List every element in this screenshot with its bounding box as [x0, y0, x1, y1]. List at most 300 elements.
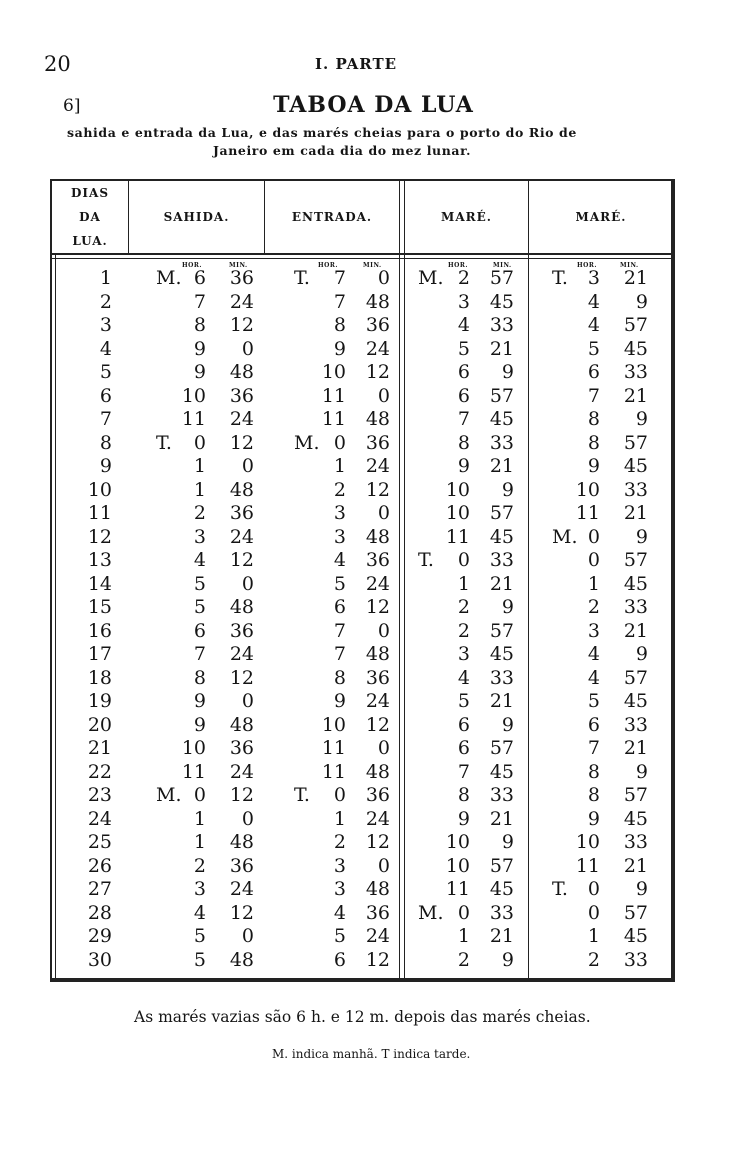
cell-m1-h: 7: [457, 408, 470, 430]
cell-e-p: T.: [294, 267, 310, 289]
cell-s-m: 24: [229, 760, 254, 783]
cell-m2-m: 33: [623, 478, 648, 501]
page-number: 20: [44, 52, 71, 76]
cell-e-h: 11: [321, 760, 346, 783]
cell-day: 18: [87, 666, 112, 689]
table-row: [0, 338, 747, 362]
cell-s-m: 48: [229, 596, 254, 618]
cell-m1-h: 6: [457, 713, 470, 736]
cell-m2-h: 2: [587, 596, 600, 618]
cell-s-m: 12: [229, 784, 254, 806]
cell-s-m: 36: [229, 502, 254, 524]
cell-day: 24: [87, 807, 112, 830]
cell-s-h: 1: [193, 807, 206, 830]
cell-m2-m: 9: [635, 643, 648, 665]
cell-m1-h: 5: [457, 337, 470, 360]
cell-m1-m: 9: [501, 596, 514, 618]
cell-m2-h: 10: [575, 831, 600, 853]
cell-day: 21: [87, 737, 112, 759]
cell-m2-h: 1: [587, 572, 600, 595]
header-sahida: SAHIDA.: [163, 210, 230, 224]
cell-e-h: 11: [321, 384, 346, 407]
cell-e-h: 11: [321, 408, 346, 430]
cell-s-h: 3: [193, 525, 206, 548]
cell-s-m: 36: [229, 737, 254, 759]
cell-e-h: 6: [333, 596, 346, 618]
table-row: [0, 761, 747, 785]
cell-m1-m: 21: [489, 807, 514, 830]
unit-hor: HOR.: [577, 262, 597, 269]
cell-day: 5: [99, 361, 112, 383]
cell-e-m: 12: [365, 713, 390, 736]
cell-m2-p: M.: [552, 525, 578, 548]
cell-e-m: 24: [365, 925, 390, 947]
cell-day: 14: [87, 572, 112, 595]
cell-s-h: 2: [193, 854, 206, 877]
cell-s-h: 2: [193, 502, 206, 524]
cell-s-h: 5: [193, 572, 206, 595]
cell-s-m: 12: [229, 666, 254, 689]
header-dias: DIAS: [71, 186, 109, 200]
table-row: [0, 291, 747, 315]
cell-m1-m: 57: [489, 854, 514, 877]
cell-m1-h: 4: [457, 314, 470, 336]
cell-s-h: 9: [193, 337, 206, 360]
cell-day: 29: [87, 925, 112, 947]
cell-m2-h: 9: [587, 807, 600, 830]
cell-m2-m: 9: [635, 525, 648, 548]
table-row: [0, 737, 747, 761]
cell-day: 7: [99, 408, 112, 430]
unit-min: MIN.: [229, 262, 248, 269]
table-row: [0, 361, 747, 385]
cell-m1-m: 45: [489, 878, 514, 900]
cell-m1-m: 45: [489, 525, 514, 548]
cell-e-h: 2: [333, 831, 346, 853]
cell-s-h: 6: [193, 267, 206, 289]
header-lua: LUA.: [72, 234, 108, 248]
cell-s-p: M.: [156, 784, 182, 806]
cell-e-m: 36: [365, 431, 390, 454]
cell-day: 23: [87, 784, 112, 806]
cell-m2-h: 5: [587, 690, 600, 712]
table-row: [0, 808, 747, 832]
cell-e-m: 12: [365, 361, 390, 383]
cell-day: 1: [99, 267, 112, 289]
table-row: [0, 549, 747, 573]
cell-e-m: 24: [365, 690, 390, 712]
cell-m2-h: 0: [587, 549, 600, 571]
cell-day: 13: [87, 549, 112, 571]
cell-s-m: 24: [229, 290, 254, 313]
cell-e-h: 7: [333, 290, 346, 313]
cell-m1-h: 3: [457, 290, 470, 313]
cell-m1-m: 9: [501, 361, 514, 383]
cell-e-h: 10: [321, 361, 346, 383]
cell-s-m: 36: [229, 619, 254, 642]
unit-min: MIN.: [620, 262, 639, 269]
cell-m2-h: 11: [575, 502, 600, 524]
cell-s-h: 7: [193, 290, 206, 313]
cell-m2-m: 45: [623, 572, 648, 595]
cell-e-h: 5: [333, 925, 346, 947]
cell-s-h: 5: [193, 925, 206, 947]
cell-e-m: 48: [365, 290, 390, 313]
cell-e-m: 12: [365, 948, 390, 971]
cell-m2-m: 57: [623, 549, 648, 571]
cell-m2-m: 9: [635, 760, 648, 783]
cell-m2-h: 3: [587, 267, 600, 289]
table-row: [0, 902, 747, 926]
cell-m2-h: 5: [587, 337, 600, 360]
cell-s-m: 48: [229, 831, 254, 853]
footer-legend: M. indica manhã. T indica tarde.: [272, 1047, 471, 1061]
cell-e-m: 24: [365, 455, 390, 477]
cell-s-h: 0: [193, 431, 206, 454]
cell-m1-m: 57: [489, 267, 514, 289]
cell-s-m: 12: [229, 901, 254, 924]
cell-m1-h: 8: [457, 784, 470, 806]
cell-m1-h: 0: [457, 901, 470, 924]
section-number: 6]: [63, 96, 81, 116]
cell-m2-m: 33: [623, 361, 648, 383]
cell-m1-m: 9: [501, 713, 514, 736]
cell-m2-m: 33: [623, 596, 648, 618]
cell-m2-h: 8: [587, 760, 600, 783]
cell-s-h: 11: [181, 760, 206, 783]
cell-s-m: 36: [229, 267, 254, 289]
cell-m2-h: 6: [587, 361, 600, 383]
cell-e-h: 7: [333, 643, 346, 665]
cell-m2-m: 33: [623, 948, 648, 971]
table-row: [0, 408, 747, 432]
cell-s-h: 9: [193, 690, 206, 712]
cell-s-m: 24: [229, 525, 254, 548]
cell-m1-h: 9: [457, 455, 470, 477]
cell-s-m: 24: [229, 643, 254, 665]
cell-e-h: 0: [333, 431, 346, 454]
cell-e-h: 11: [321, 737, 346, 759]
cell-m2-m: 33: [623, 713, 648, 736]
cell-e-m: 48: [365, 525, 390, 548]
cell-m1-m: 45: [489, 408, 514, 430]
cell-s-h: 8: [193, 314, 206, 336]
cell-day: 4: [99, 337, 112, 360]
cell-e-m: 48: [365, 408, 390, 430]
cell-m2-m: 33: [623, 831, 648, 853]
cell-m2-m: 57: [623, 901, 648, 924]
cell-m2-h: 0: [587, 901, 600, 924]
cell-m2-h: 2: [587, 948, 600, 971]
cell-m1-m: 21: [489, 572, 514, 595]
cell-m1-m: 33: [489, 784, 514, 806]
cell-day: 8: [99, 431, 112, 454]
cell-e-m: 36: [365, 901, 390, 924]
cell-m1-m: 57: [489, 737, 514, 759]
cell-s-h: 0: [193, 784, 206, 806]
cell-e-h: 8: [333, 666, 346, 689]
cell-m1-h: 11: [445, 878, 470, 900]
cell-e-h: 3: [333, 854, 346, 877]
cell-m2-m: 57: [623, 666, 648, 689]
table-row: [0, 949, 747, 973]
cell-e-h: 3: [333, 878, 346, 900]
cell-m1-h: 1: [457, 925, 470, 947]
table-row: [0, 502, 747, 526]
cell-m2-h: 6: [587, 713, 600, 736]
table-row: [0, 855, 747, 879]
cell-m1-h: 6: [457, 361, 470, 383]
cell-m2-m: 9: [635, 408, 648, 430]
cell-s-m: 12: [229, 431, 254, 454]
header-rule-2: [50, 258, 675, 259]
cell-day: 26: [87, 854, 112, 877]
table-row: [0, 385, 747, 409]
cell-s-m: 48: [229, 948, 254, 971]
table-row: [0, 314, 747, 338]
cell-s-m: 36: [229, 854, 254, 877]
cell-day: 19: [87, 690, 112, 712]
cell-day: 10: [87, 478, 112, 501]
table-row: [0, 620, 747, 644]
header-mare-1: MARÉ.: [441, 210, 492, 224]
cell-day: 6: [99, 384, 112, 407]
table-subtitle-line-2: Janeiro em cada dia do mez lunar.: [213, 143, 472, 158]
cell-m1-h: 10: [445, 478, 470, 501]
cell-e-h: 1: [333, 807, 346, 830]
cell-m2-m: 45: [623, 337, 648, 360]
header-mare-2: MARÉ.: [575, 210, 627, 224]
cell-m1-m: 21: [489, 690, 514, 712]
cell-m1-h: 6: [457, 384, 470, 407]
cell-e-m: 48: [365, 760, 390, 783]
cell-m1-h: 3: [457, 643, 470, 665]
cell-s-h: 8: [193, 666, 206, 689]
table-title: TABOA DA LUA: [273, 92, 474, 118]
table-row: [0, 573, 747, 597]
cell-e-h: 4: [333, 549, 346, 571]
cell-m1-m: 57: [489, 619, 514, 642]
cell-m2-h: 10: [575, 478, 600, 501]
cell-e-m: 24: [365, 572, 390, 595]
cell-day: 20: [87, 713, 112, 736]
cell-m1-h: 0: [457, 549, 470, 571]
cell-e-h: 3: [333, 502, 346, 524]
cell-day: 28: [87, 901, 112, 924]
cell-m2-m: 45: [623, 807, 648, 830]
cell-m1-m: 45: [489, 643, 514, 665]
cell-m2-m: 57: [623, 314, 648, 336]
cell-e-m: 12: [365, 478, 390, 501]
cell-m2-m: 9: [635, 878, 648, 900]
cell-s-h: 7: [193, 643, 206, 665]
cell-s-m: 24: [229, 878, 254, 900]
cell-e-h: 7: [333, 619, 346, 642]
cell-m2-h: 7: [587, 384, 600, 407]
cell-e-m: 0: [377, 619, 390, 642]
cell-day: 27: [87, 878, 112, 900]
cell-s-m: 48: [229, 478, 254, 501]
cell-day: 25: [87, 831, 112, 853]
cell-e-m: 48: [365, 878, 390, 900]
cell-m1-m: 45: [489, 290, 514, 313]
cell-day: 12: [87, 525, 112, 548]
cell-m2-m: 57: [623, 784, 648, 806]
cell-s-h: 1: [193, 455, 206, 477]
cell-m1-h: 2: [457, 596, 470, 618]
cell-m2-h: 4: [587, 643, 600, 665]
cell-e-m: 36: [365, 314, 390, 336]
cell-s-p: T.: [156, 431, 172, 454]
cell-m1-m: 9: [501, 831, 514, 853]
table-row: [0, 784, 747, 808]
cell-m2-h: 7: [587, 737, 600, 759]
cell-m2-h: 8: [587, 431, 600, 454]
cell-s-m: 12: [229, 314, 254, 336]
cell-m1-p: T.: [418, 549, 434, 571]
cell-m2-h: 3: [587, 619, 600, 642]
cell-m1-p: M.: [418, 901, 444, 924]
cell-s-h: 9: [193, 361, 206, 383]
cell-e-m: 24: [365, 807, 390, 830]
cell-s-h: 11: [181, 408, 206, 430]
cell-e-m: 36: [365, 784, 390, 806]
cell-e-m: 48: [365, 643, 390, 665]
header-da: DA: [79, 210, 101, 224]
cell-m1-m: 45: [489, 760, 514, 783]
cell-e-m: 0: [377, 502, 390, 524]
table-row: [0, 596, 747, 620]
table-row: [0, 526, 747, 550]
cell-m1-h: 10: [445, 502, 470, 524]
cell-m1-h: 2: [457, 948, 470, 971]
cell-m2-m: 45: [623, 690, 648, 712]
cell-m1-h: 1: [457, 572, 470, 595]
table-row: [0, 432, 747, 456]
cell-day: 9: [99, 455, 112, 477]
cell-m1-h: 5: [457, 690, 470, 712]
cell-m2-h: 11: [575, 854, 600, 877]
cell-m2-h: 1: [587, 925, 600, 947]
cell-s-h: 1: [193, 831, 206, 853]
cell-s-h: 4: [193, 549, 206, 571]
table-row: [0, 267, 747, 291]
cell-m1-m: 33: [489, 314, 514, 336]
cell-s-h: 9: [193, 713, 206, 736]
cell-m2-m: 45: [623, 925, 648, 947]
cell-s-m: 0: [241, 690, 254, 712]
cell-s-m: 0: [241, 572, 254, 595]
cell-day: 2: [99, 290, 112, 313]
cell-m1-h: 6: [457, 737, 470, 759]
cell-e-h: 7: [333, 267, 346, 289]
cell-m2-h: 4: [587, 290, 600, 313]
cell-s-m: 0: [241, 337, 254, 360]
cell-e-m: 12: [365, 831, 390, 853]
cell-m1-h: 11: [445, 525, 470, 548]
cell-m1-h: 2: [457, 267, 470, 289]
cell-e-p: T.: [294, 784, 310, 806]
cell-e-h: 10: [321, 713, 346, 736]
cell-s-m: 48: [229, 713, 254, 736]
cell-s-h: 5: [193, 948, 206, 971]
cell-m1-m: 57: [489, 384, 514, 407]
table-row: [0, 643, 747, 667]
cell-m2-m: 45: [623, 455, 648, 477]
cell-e-h: 9: [333, 337, 346, 360]
cell-day: 22: [87, 760, 112, 783]
cell-e-h: 0: [333, 784, 346, 806]
cell-e-h: 3: [333, 525, 346, 548]
header-rule: [50, 253, 675, 255]
cell-m1-m: 21: [489, 337, 514, 360]
cell-m1-m: 33: [489, 666, 514, 689]
cell-m1-h: 10: [445, 831, 470, 853]
cell-s-h: 6: [193, 619, 206, 642]
cell-m2-h: 4: [587, 314, 600, 336]
cell-s-m: 24: [229, 408, 254, 430]
cell-s-m: 0: [241, 925, 254, 947]
footer-note: As marés vazias são 6 h. e 12 m. depois das marés cheias.: [134, 1008, 591, 1026]
cell-e-h: 6: [333, 948, 346, 971]
cell-s-m: 0: [241, 455, 254, 477]
cell-m1-m: 9: [501, 478, 514, 501]
cell-e-h: 2: [333, 478, 346, 501]
cell-m1-h: 8: [457, 431, 470, 454]
cell-m1-h: 10: [445, 854, 470, 877]
table-row: [0, 690, 747, 714]
cell-day: 30: [87, 948, 112, 971]
cell-m2-m: 21: [623, 384, 648, 407]
cell-m2-m: 21: [623, 619, 648, 642]
unit-min: MIN.: [493, 262, 512, 269]
table-subtitle-line-1: sahida e entrada da Lua, e das marés cheias para o porto do Rio de: [67, 125, 577, 140]
cell-s-p: M.: [156, 267, 182, 289]
table-row: [0, 831, 747, 855]
cell-day: 11: [87, 502, 112, 524]
cell-m1-h: 2: [457, 619, 470, 642]
cell-s-m: 48: [229, 361, 254, 383]
cell-s-h: 1: [193, 478, 206, 501]
cell-e-h: 9: [333, 690, 346, 712]
cell-m1-m: 33: [489, 901, 514, 924]
cell-m1-m: 57: [489, 502, 514, 524]
table-row: [0, 714, 747, 738]
table-row: [0, 479, 747, 503]
cell-s-m: 12: [229, 549, 254, 571]
cell-e-h: 4: [333, 901, 346, 924]
unit-hor: HOR.: [182, 262, 202, 269]
cell-m2-m: 21: [623, 737, 648, 759]
cell-m1-m: 33: [489, 549, 514, 571]
cell-m1-h: 4: [457, 666, 470, 689]
table-row: [0, 455, 747, 479]
cell-m1-m: 33: [489, 431, 514, 454]
cell-e-m: 0: [377, 854, 390, 877]
cell-m2-p: T.: [552, 878, 568, 900]
cell-m1-p: M.: [418, 267, 444, 289]
cell-day: 3: [99, 314, 112, 336]
cell-day: 15: [87, 596, 112, 618]
cell-e-m: 12: [365, 596, 390, 618]
cell-m2-h: 8: [587, 408, 600, 430]
cell-m2-h: 9: [587, 455, 600, 477]
cell-e-m: 36: [365, 549, 390, 571]
cell-m2-m: 21: [623, 854, 648, 877]
part-heading: I. PARTE: [315, 55, 398, 73]
cell-s-h: 10: [181, 737, 206, 759]
cell-s-m: 0: [241, 807, 254, 830]
